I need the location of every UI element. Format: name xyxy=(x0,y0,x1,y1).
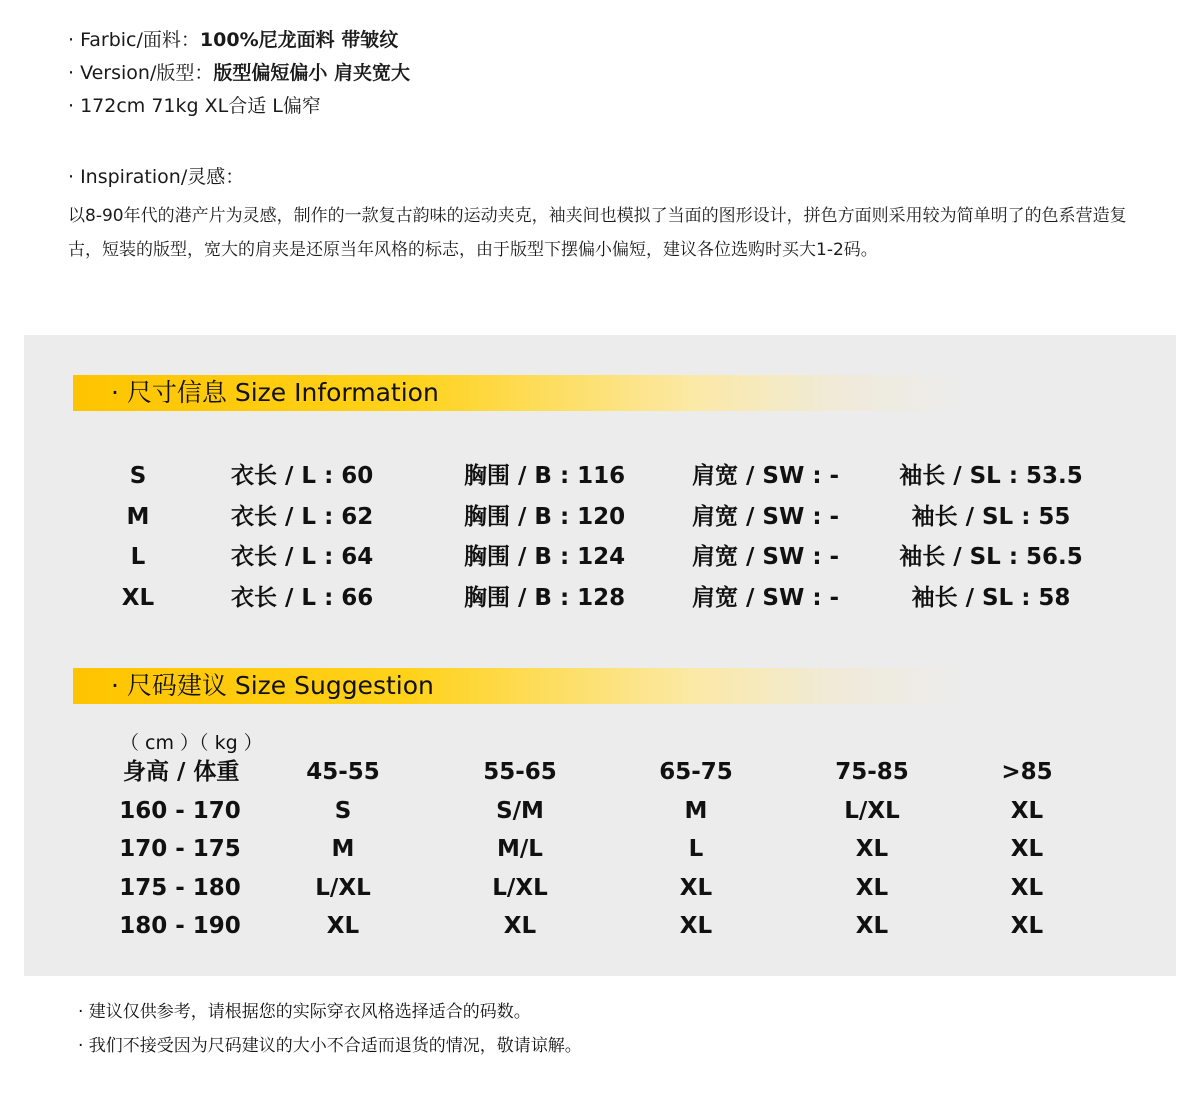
inspiration-text: 以8-90年代的港产片为灵感，制作的一款复古韵味的运动夹克，袖夹间也模拟了当面的图形设计，拼色方面则采用较为简单明了的色系营造复古，短装的版型，宽大的肩夹是还原当年风格的标志，由于版型下摆偏小偏短，建议各位选购时买大1-2码。 xyxy=(68,206,1127,260)
fabric-label: · Farbic/面料： xyxy=(68,29,200,51)
suggested-size: S xyxy=(334,798,352,824)
suggested-size: XL xyxy=(1010,836,1044,862)
size-suggestion-banner xyxy=(73,668,959,704)
fabric-line xyxy=(68,28,398,52)
size-info-banner xyxy=(73,375,959,411)
inspiration-label: · Inspiration/灵感： xyxy=(68,166,245,188)
shoulder-value: 肩宽 / SW : - xyxy=(692,463,840,489)
suggested-size: M xyxy=(331,836,355,862)
chest-value: 胸围 / B : 124 xyxy=(464,544,626,570)
suggested-size: M xyxy=(684,798,708,824)
version-label: · Version/版型： xyxy=(68,62,214,84)
suggested-size: L xyxy=(688,836,704,862)
suggested-size: L/XL xyxy=(315,875,371,901)
weight-header: >85 xyxy=(1001,759,1053,785)
suggested-size: M/L xyxy=(497,836,543,862)
sleeve-value: 袖长 / SL : 56.5 xyxy=(899,544,1083,570)
suggested-size: XL xyxy=(855,913,889,939)
suggested-size: L/XL xyxy=(492,875,548,901)
size-label: L xyxy=(130,544,146,570)
suggested-size: XL xyxy=(855,836,889,862)
version-line xyxy=(68,61,410,85)
shoulder-value: 肩宽 / SW : - xyxy=(692,585,840,611)
shoulder-value: 肩宽 / SW : - xyxy=(692,504,840,530)
version-value: 版型偏短偏小 肩夹宽大 xyxy=(213,62,410,84)
chest-value: 胸围 / B : 128 xyxy=(464,585,626,611)
weight-header: 55-65 xyxy=(483,759,557,785)
height-range: 175 - 180 xyxy=(119,875,241,901)
note-2: · 我们不接受因为尺码建议的大小不合适而退货的情况，敬请谅解。 xyxy=(78,1036,582,1056)
size-label: XL xyxy=(121,585,155,611)
model-line: · 172cm 71kg XL合适 L偏窄 xyxy=(68,95,321,117)
height-weight-header: 身高 / 体重 xyxy=(123,759,240,785)
suggested-size: XL xyxy=(679,913,713,939)
suggested-size: XL xyxy=(1010,798,1044,824)
size-label: M xyxy=(126,504,150,530)
sleeve-value: 袖长 / SL : 58 xyxy=(911,585,1071,611)
size-suggestion-title: · 尺码建议 Size Suggestion xyxy=(111,671,434,700)
chest-value: 胸围 / B : 116 xyxy=(464,463,626,489)
suggested-size: XL xyxy=(503,913,537,939)
size-info-title: · 尺寸信息 Size Information xyxy=(111,378,439,407)
height-range: 170 - 175 xyxy=(119,836,241,862)
note-1: · 建议仅供参考，请根据您的实际穿衣风格选择适合的码数。 xyxy=(78,1002,531,1022)
suggested-size: XL xyxy=(326,913,360,939)
size-label: S xyxy=(129,463,147,489)
suggested-size: S/M xyxy=(496,798,544,824)
weight-header: 75-85 xyxy=(835,759,909,785)
suggested-size: XL xyxy=(679,875,713,901)
chest-value: 胸围 / B : 120 xyxy=(464,504,626,530)
suggested-size: XL xyxy=(1010,875,1044,901)
sleeve-value: 袖长 / SL : 53.5 xyxy=(899,463,1083,489)
shoulder-value: 肩宽 / SW : - xyxy=(692,544,840,570)
sleeve-value: 袖长 / SL : 55 xyxy=(911,504,1071,530)
size-panel xyxy=(24,335,1176,976)
height-range: 180 - 190 xyxy=(119,913,241,939)
weight-header: 45-55 xyxy=(306,759,380,785)
length-value: 衣长 / L : 64 xyxy=(231,544,374,570)
weight-header: 65-75 xyxy=(659,759,733,785)
height-range: 160 - 170 xyxy=(119,798,241,824)
length-value: 衣长 / L : 62 xyxy=(231,504,374,530)
length-value: 衣长 / L : 60 xyxy=(231,463,374,489)
suggested-size: L/XL xyxy=(844,798,900,824)
suggested-size: XL xyxy=(1010,913,1044,939)
fabric-value: 100%尼龙面料 带皱纹 xyxy=(199,29,399,51)
length-value: 衣长 / L : 66 xyxy=(231,585,374,611)
suggested-size: XL xyxy=(855,875,889,901)
units-label: （ cm ）（ kg ） xyxy=(120,732,263,754)
